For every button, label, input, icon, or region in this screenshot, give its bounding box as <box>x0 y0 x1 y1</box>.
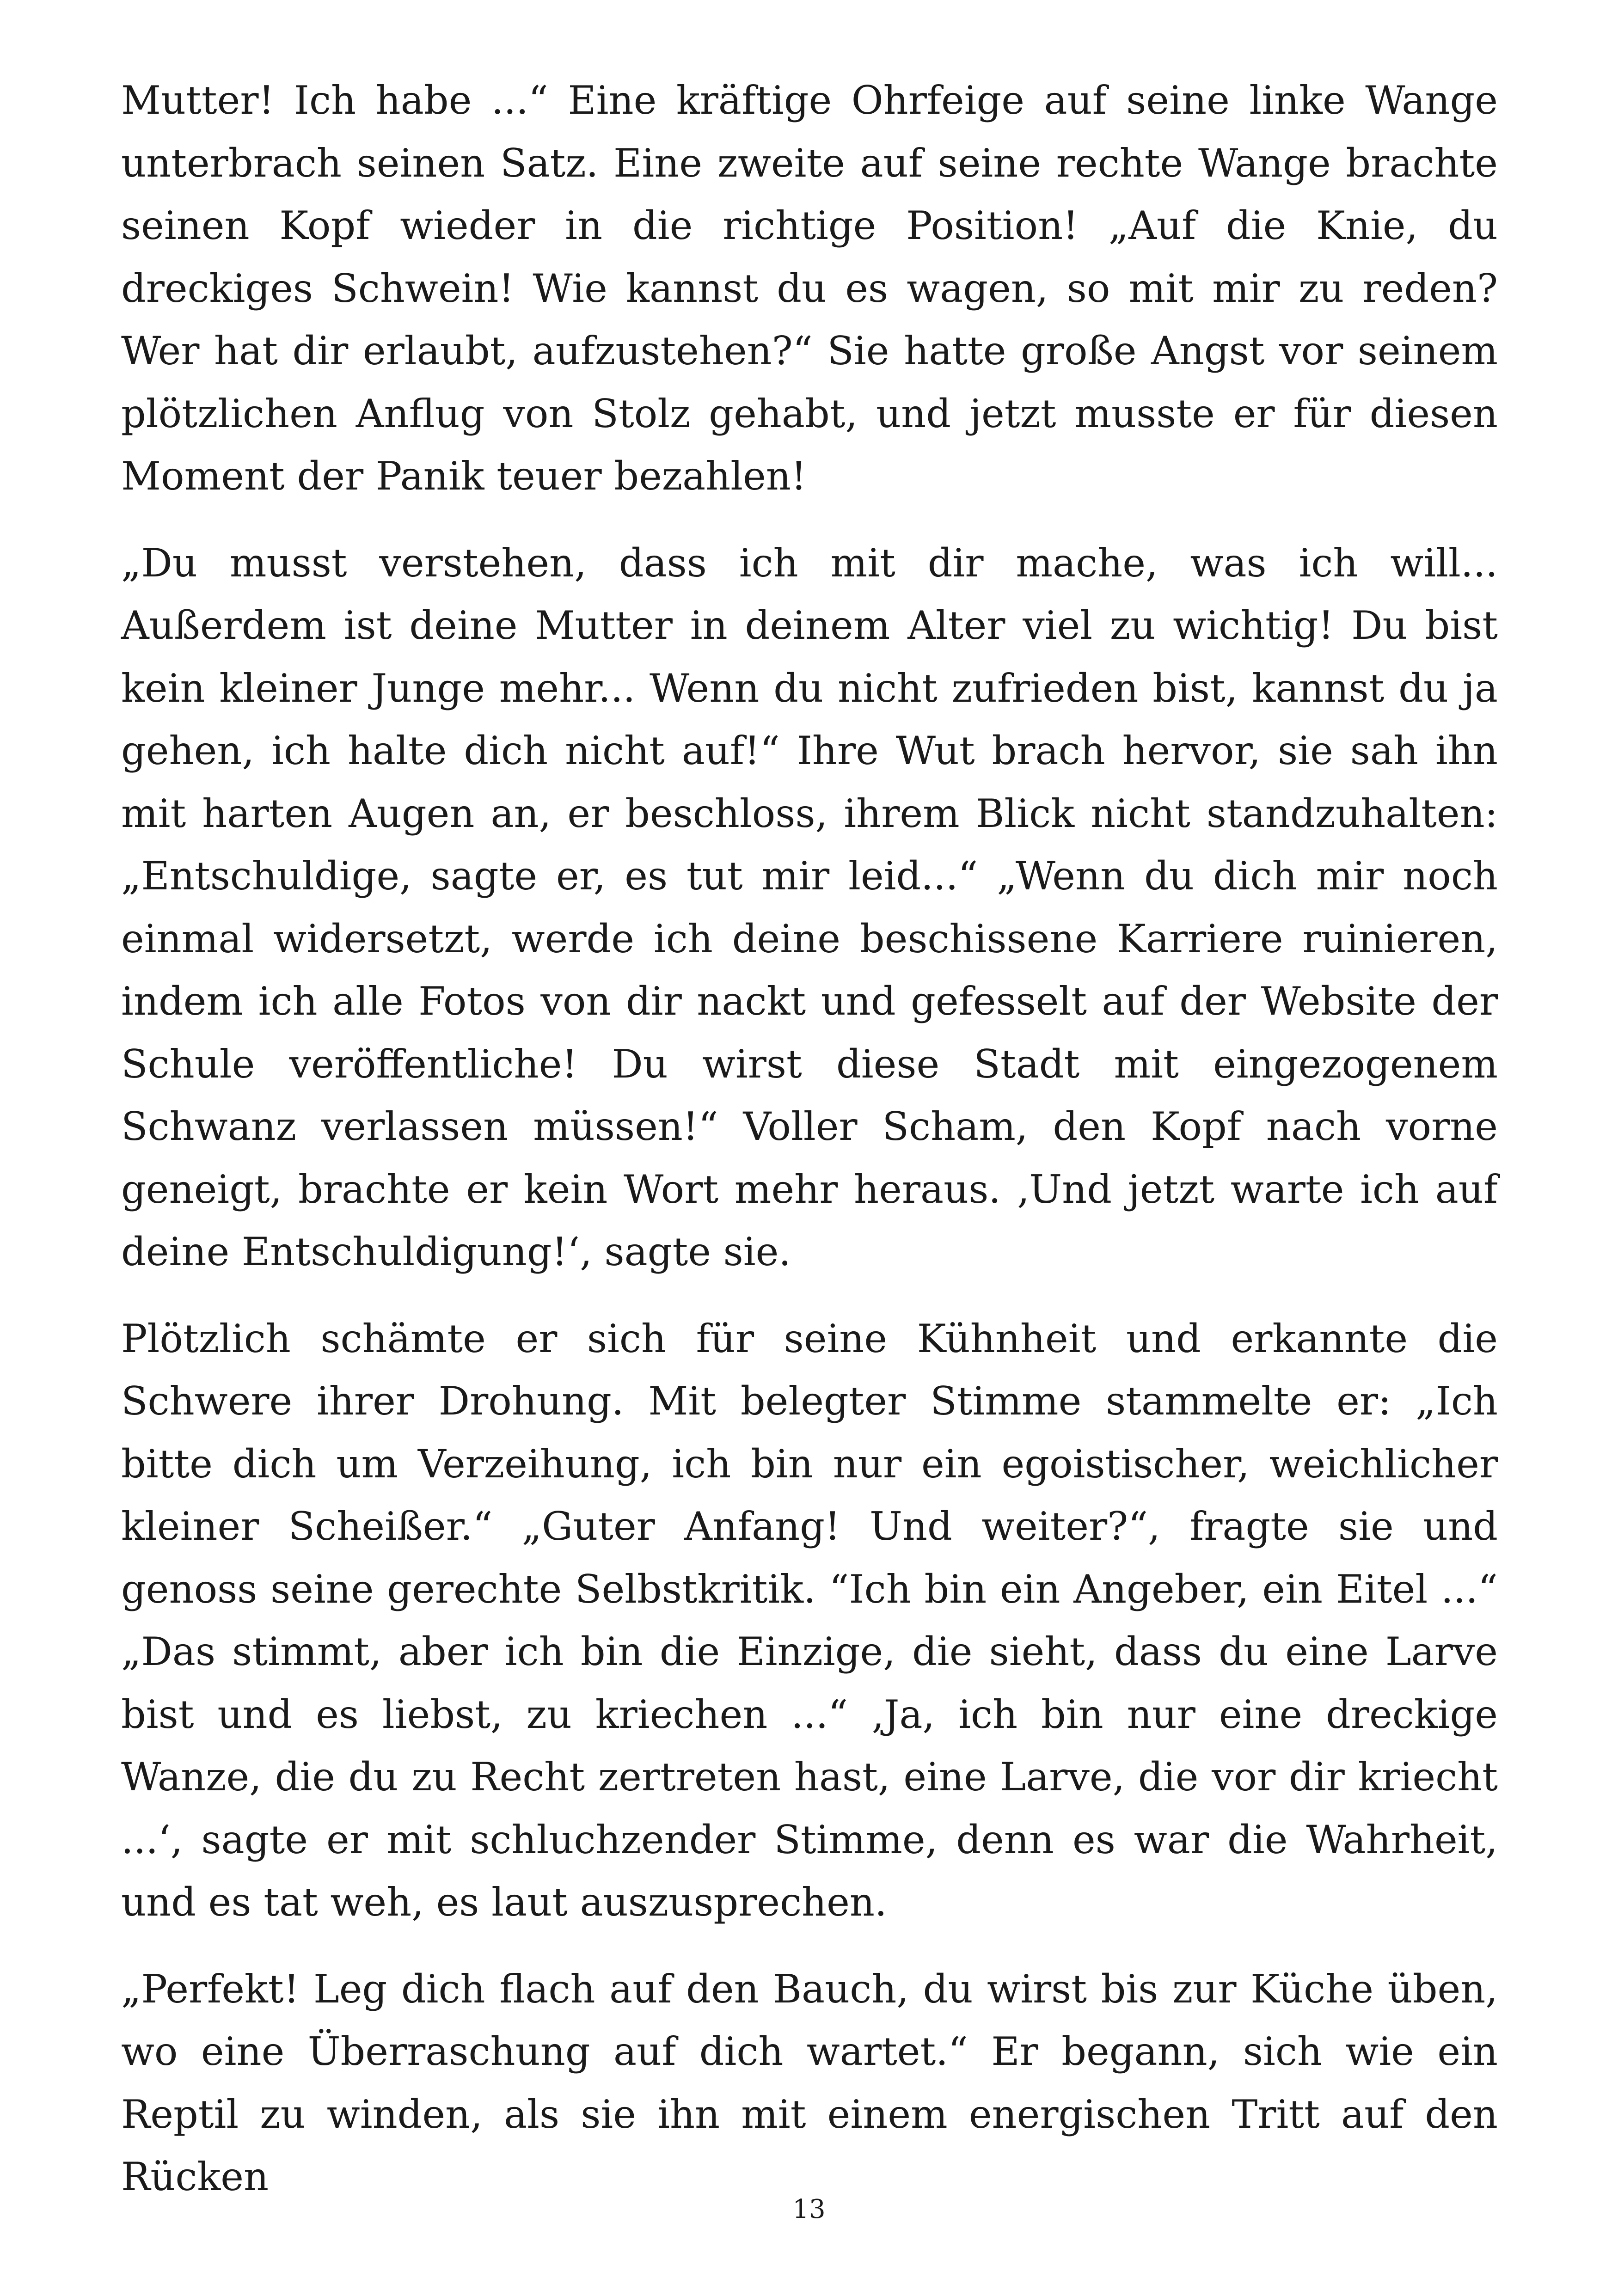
page-number: 13 <box>792 2194 826 2224</box>
paragraph-4: „Perfekt! Leg dich flach auf den Bauch, du wirst bis zur Küche üben, wo eine Überraschung auf dich wartet.“ Er begann, sich wie ein Reptil zu winden, als sie ihn mit einem energischen Tritt auf den Rücken <box>121 1966 1498 2199</box>
paragraph-3: Plötzlich schämte er sich für seine Kühnheit und erkannte die Schwere ihrer Drohung. Mit belegter Stimme stammelte er: „Ich bitte dich um Verzeihung, ich bin nur ein egoistischer, weichlicher kleiner Scheißer.“ „Guter Anfang! Und weiter?“, fragte sie und genoss seine gerechte Selbstkritik. “Ich bin ein Angeber, ein Eitel ...“ „Das stimmt, aber ich bin die Einzige, die sieht, dass du eine Larve bist und es liebst, zu kriechen ...“ ‚Ja, ich bin nur eine dreckige Wanze, die du zu Recht zertreten hast, eine Larve, die vor dir kriecht ...‘, sagte er mit schluchzender Stimme, denn es war die Wahrheit, und es tat weh, es laut auszusprechen. <box>121 1316 1498 1925</box>
paragraph-1: Mutter! Ich habe ...“ Eine kräftige Ohrfeige auf seine linke Wange unterbrach seinen Satz. Eine zweite auf seine rechte Wange brachte seinen Kopf wieder in die richtige Position! „Auf die Knie, du dreckiges Schwein! Wie kannst du es wagen, so mit mir zu reden? Wer hat dir erlaubt, aufzustehen?“ Sie hatte große Angst vor seinem plötzlichen Anflug von Stolz gehabt, und jetzt musste er für diesen Moment der Panik teuer bezahlen! <box>121 78 1498 499</box>
paragraph-2: „Du musst verstehen, dass ich mit dir mache, was ich will... Außerdem ist deine Mutter in deinem Alter viel zu wichtig! Du bist kein kleiner Junge mehr... Wenn du nicht zufrieden bist, kannst du ja gehen, ich halte dich nicht auf!“ Ihre Wut brach hervor, sie sah ihn mit harten Augen an, er beschloss, ihrem Blick nicht standzuhalten: „Entschuldige, sagte er, es tut mir leid...“ „Wenn du dich mir noch einmal widersetzt, werde ich deine beschissene Karriere ruinieren, indem ich alle Fotos von dir nackt und gefesselt auf der Website der Schule veröffentliche! Du wirst diese Stadt mit eingezogenem Schwanz verlassen müssen!“ Voller Scham, den Kopf nach vorne geneigt, brachte er kein Wort mehr heraus. ‚Und jetzt warte ich auf deine Entschuldigung!‘, sagte sie. <box>121 540 1498 1274</box>
page-body <box>121 69 1498 2233</box>
